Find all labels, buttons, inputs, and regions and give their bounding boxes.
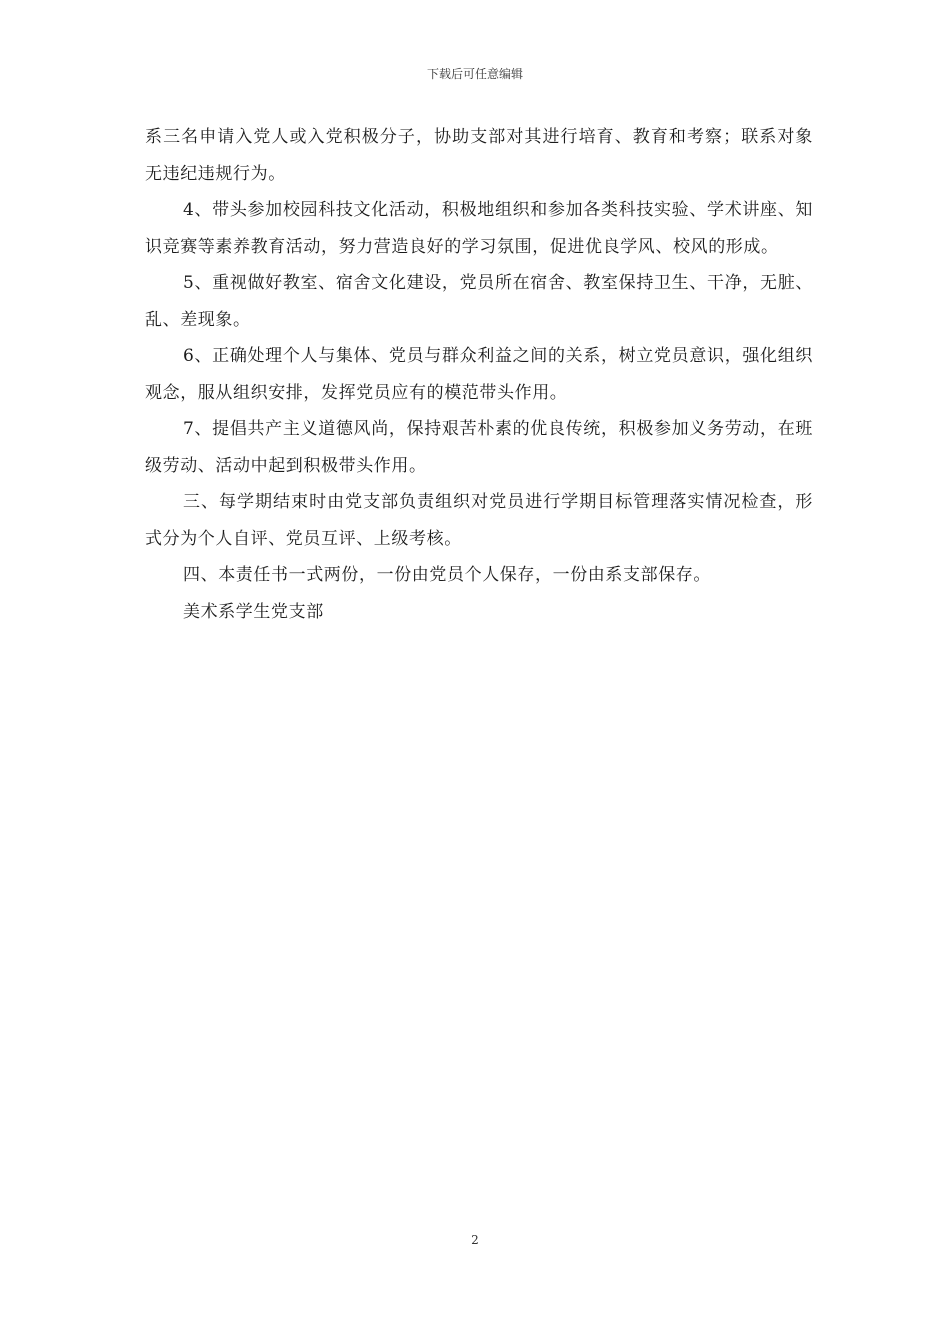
paragraph-section-4: 四、本责任书一式两份，一份由党员个人保存，一份由系支部保存。 — [183, 565, 711, 585]
paragraph-section-3: 三、每学期结束时由党支部负责组织对党员进行学期目标管理落实情况检查，形式分为个人自评、党员互评、上级考核。 — [145, 492, 813, 549]
paragraph-continuation: 系三名申请入党人或入党积极分子，协助支部对其进行培育、教育和考察；联系对象无违纪违规行为。 — [145, 127, 813, 184]
document-body — [145, 119, 813, 630]
paragraph-item-6: 6、正确处理个人与集体、党员与群众利益之间的关系，树立党员意识，强化组织观念，服从组织安排，发挥党员应有的模范带头作用。 — [145, 346, 813, 403]
signature-organization: 美术系学生党支部 — [183, 601, 324, 622]
page-header: 下载后可任意编辑 — [426, 67, 523, 81]
paragraph-item-4: 4、带头参加校园科技文化活动，积极地组织和参加各类科技实验、学术讲座、知识竞赛等素养教育活动，努力营造良好的学习氛围，促进优良学风、校风的形成。 — [145, 200, 813, 257]
paragraph-item-7: 7、提倡共产主义道德风尚，保持艰苦朴素的优良传统，积极参加义务劳动，在班级劳动、活动中起到积极带头作用。 — [145, 419, 813, 476]
page-number: 2 — [471, 1233, 479, 1247]
paragraph-item-5: 5、重视做好教室、宿舍文化建设，党员所在宿舍、教室保持卫生、干净，无脏、乱、差现象。 — [145, 273, 813, 330]
